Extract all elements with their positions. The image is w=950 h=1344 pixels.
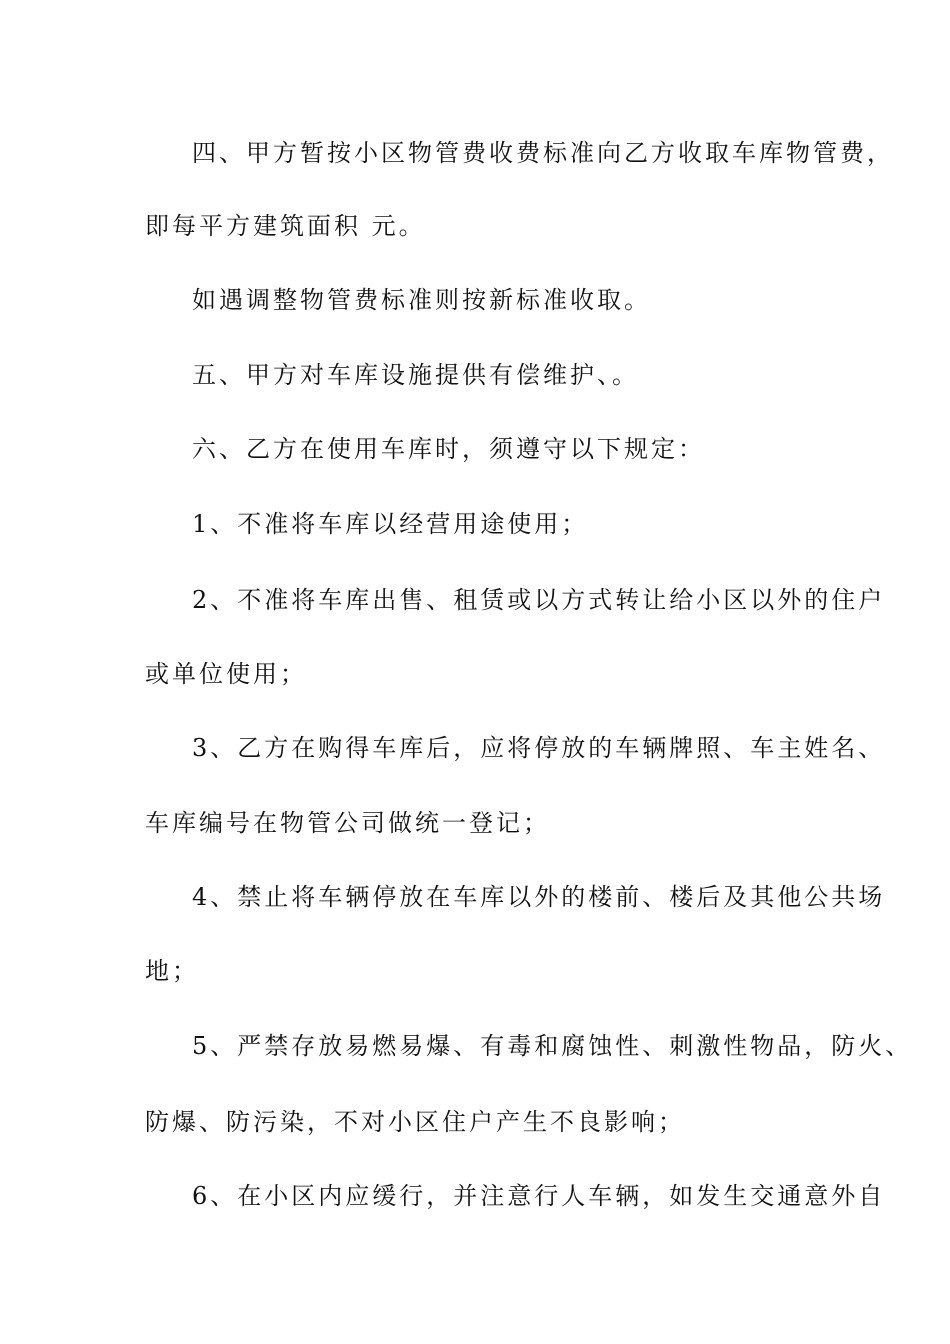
paragraph-line: 防爆、防污染，不对小区住户产生不良影响； [145, 1108, 685, 1136]
paragraph-line: 四、甲方暂按小区物管费收费标准向乙方收取车库物管费， [192, 139, 894, 167]
paragraph-line: 2、不准将车库出售、租赁或以方式转让给小区以外的住户 [192, 586, 886, 614]
paragraph-line: 六、乙方在使用车库时，须遵守以下规定： [192, 435, 705, 463]
paragraph-line: 五、甲方对车库设施提供有偿维护、。 [192, 361, 639, 389]
paragraph-line: 5、严禁存放易燃易爆、有毒和腐蚀性、刺激性物品，防火、 [192, 1032, 913, 1060]
paragraph-line: 6、在小区内应缓行，并注意行人车辆，如发生交通意外自 [192, 1182, 886, 1210]
paragraph-line: 如遇调整物管费标准则按新标准收取。 [192, 286, 651, 314]
paragraph-line: 1、不准将车库以经营用途使用； [192, 510, 589, 538]
paragraph-line: 或单位使用； [145, 660, 307, 688]
paragraph-line: 3、乙方在购得车库后，应将停放的车辆牌照、车主姓名、 [192, 734, 886, 762]
paragraph-line: 车库编号在物管公司做统一登记； [145, 809, 550, 837]
paragraph-line: 地； [145, 957, 199, 985]
paragraph-line: 即每平方建筑面积 元。 [145, 212, 426, 240]
paragraph-line: 4、禁止将车辆停放在车库以外的楼前、楼后及其他公共场 [192, 883, 886, 911]
